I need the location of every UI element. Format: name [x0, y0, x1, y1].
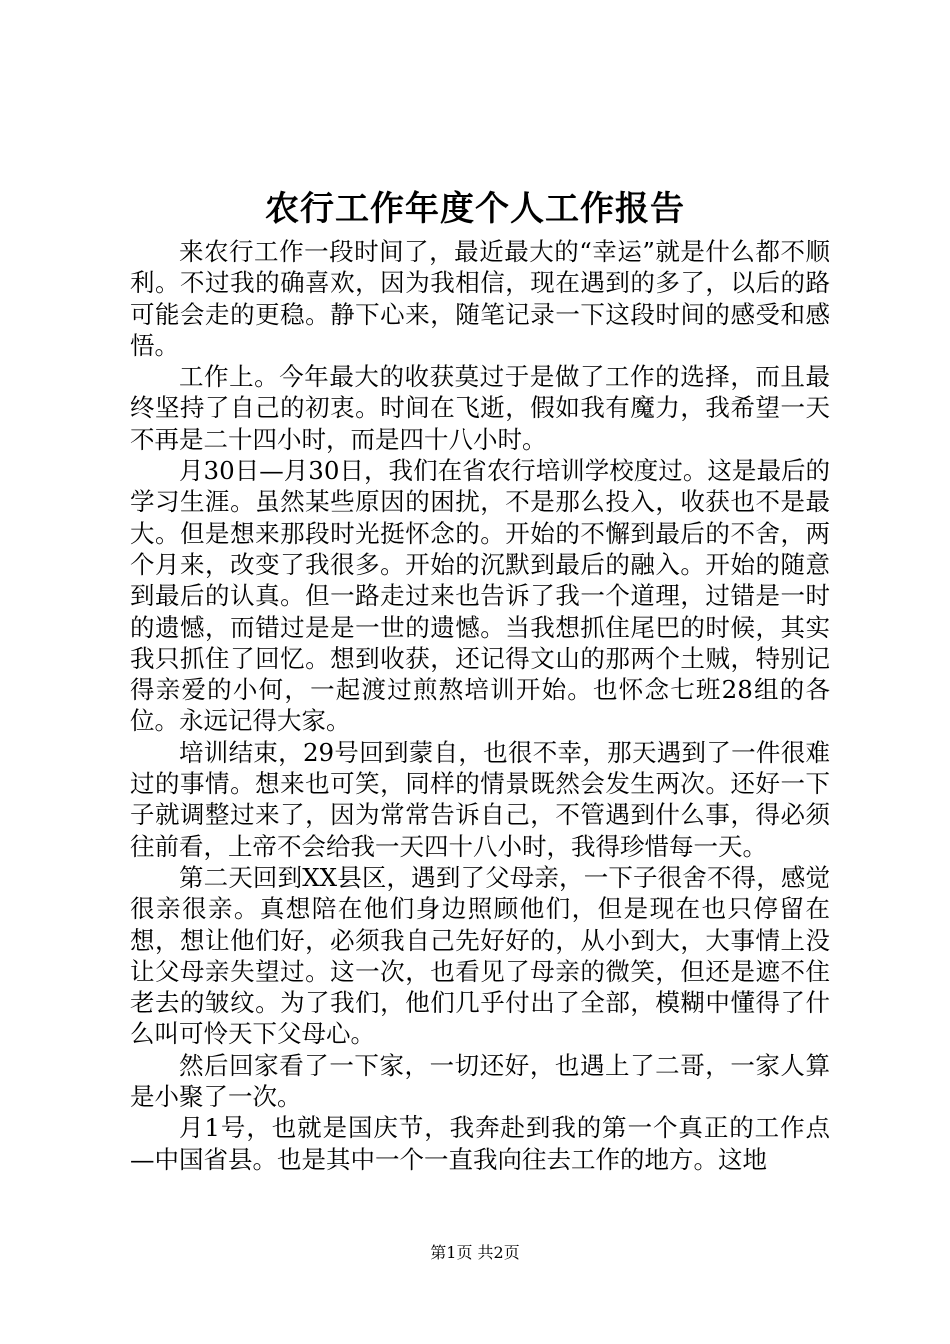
page-number-footer: 第1页 共2页: [430, 1243, 520, 1262]
document-title: 农行工作年度个人工作报告: [265, 189, 685, 229]
document-body: [130, 236, 830, 1175]
paragraph-2: 工作上。今年最大的收获莫过于是做了工作的选择，而且最终坚持了自己的初衷。时间在飞逝，假如我有魔力，我希望一天不再是二十四小时，而是四十八小时。: [130, 362, 830, 454]
paragraph-1: 来农行工作一段时间了，最近最大的“幸运”就是什么都不顺利。不过我的确喜欢，因为我相信，现在遇到的多了，以后的路可能会走的更稳。静下心来，随笔记录一下这段时间的感受和感悟。: [130, 237, 830, 360]
paragraph-5: 第二天回到XX县区，遇到了父母亲，一下子很舍不得，感觉很亲很亲。真想陪在他们身边照顾他们，但是现在也只停留在想，想让他们好，必须我自己先好好的，从小到大，大事情上没让父母亲失望过。这一次，也看见了母亲的微笑，但还是遮不住老去的皱纹。为了我们，他们几乎付出了全部，模糊中懂得了什么叫可怜天下父母心。: [130, 862, 830, 1049]
paragraph-6: 然后回家看了一下家，一切还好，也遇上了二哥，一家人算是小聚了一次。: [130, 1050, 830, 1112]
paragraph-3: 月30日—月30日，我们在省农行培训学校度过。这是最后的学习生涯。虽然某些原因的困扰，不是那么投入，收获也不是最大。但是想来那段时光挺怀念的。开始的不懈到最后的不舍，两个月来，改变了我很多。开始的沉默到最后的融入。开始的随意到最后的认真。但一路走过来也告诉了我一个道理，过错是一时的遗憾，而错过是是一世的遗憾。当我想抓住尾巴的时候，其实我只抓住了回忆。想到收获，还记得文山的那两个土贼，特别记得亲爱的小何，一起渡过煎熬培训开始。也怀念七班28组的各位。永远记得大家。: [130, 456, 830, 736]
paragraph-4: 培训结束，29号回到蒙自，也很不幸，那天遇到了一件很难过的事情。想来也可笑，同样的情景既然会发生两次。还好一下子就调整过来了，因为常常告诉自己，不管遇到什么事，得必须往前看，上帝不会给我一天四十八小时，我得珍惜每一天。: [130, 737, 830, 861]
paragraph-7: 月1号，也就是国庆节，我奔赴到我的第一个真正的工作点—中国省县。也是其中一个一直我向往去工作的地方。这地: [130, 1113, 830, 1174]
